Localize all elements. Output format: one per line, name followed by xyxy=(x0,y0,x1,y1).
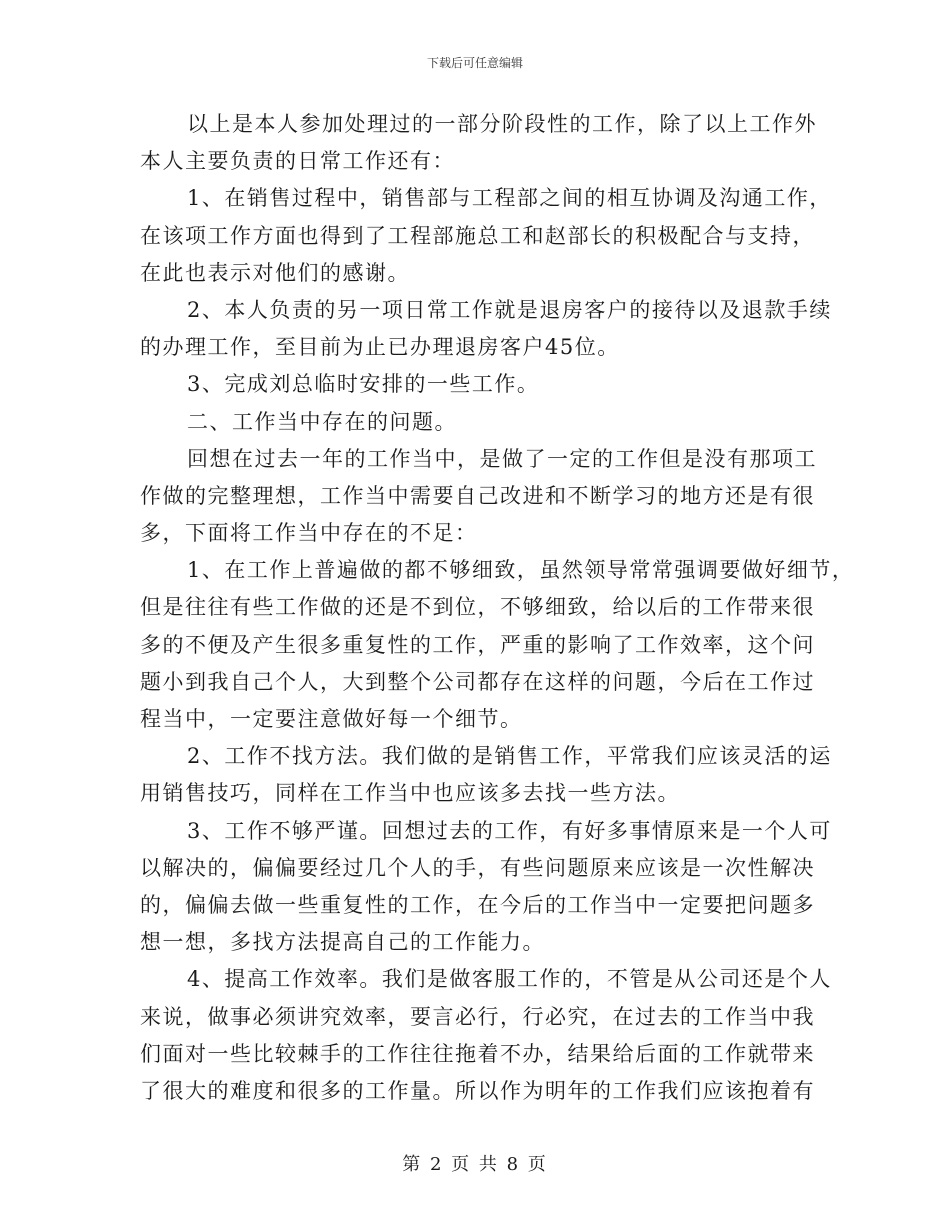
document-body xyxy=(140,106,855,1110)
text-line: 多的不便及产生很多重复性的工作，严重的影响了工作效率，这个问 xyxy=(140,632,815,657)
text-line: 题小到我自己个人，大到整个公司都存在这样的问题，今后在工作过 xyxy=(140,669,815,694)
text-line: 本人主要负责的日常工作还有： xyxy=(140,149,455,174)
text-line: 1、在销售过程中，销售部与工程部之间的相互协调及沟通工作， xyxy=(187,186,832,211)
text-line: 以上是本人参加处理过的一部分阶段性的工作，除了以上工作外 xyxy=(187,112,817,136)
text-line: 作做的完整理想，工作当中需要自己改进和不断学习的地方还是有很 xyxy=(140,483,815,508)
text-line: 的，偏偏去做一些重复性的工作，在今后的工作当中一定要把问题多 xyxy=(140,892,815,917)
text-line: 多，下面将工作当中存在的不足： xyxy=(140,521,478,546)
text-line: 3、工作不够严谨。回想过去的工作，有好多事情原来是一个人可 xyxy=(187,818,832,843)
text-line: 回想在过去一年的工作当中，是做了一定的工作但是没有那项工 xyxy=(187,446,817,471)
text-line: 在此也表示对他们的感谢。 xyxy=(140,260,410,285)
text-line: 们面对一些比较棘手的工作往往拖着不办，结果给后面的工作就带来 xyxy=(140,1041,815,1066)
text-line: 在该项工作方面也得到了工程部施总工和赵部长的积极配合与支持， xyxy=(140,223,815,248)
page-number: 第 2 页 共 8 页 xyxy=(402,1154,548,1175)
text-line: 了很大的难度和很多的工作量。所以作为明年的工作我们应该抱着有 xyxy=(140,1078,815,1103)
text-line: 3、完成刘总临时安排的一些工作。 xyxy=(187,372,540,397)
section-heading: 二、工作当中存在的问题。 xyxy=(187,409,457,434)
text-line: 2、本人负责的另一项日常工作就是退房客户的接待以及退款手续 xyxy=(187,297,832,322)
text-line: 用销售技巧，同样在工作当中也应该多去找一些方法。 xyxy=(140,781,680,806)
text-line: 的办理工作，至目前为止已办理退房客户45位。 xyxy=(140,335,620,360)
text-line: 4、提高工作效率。我们是做客服工作的，不管是从公司还是个人 xyxy=(187,967,832,992)
text-line: 想一想，多找方法提高自己的工作能力。 xyxy=(140,930,545,955)
text-line: 以解决的，偏偏要经过几个人的手，有些问题原来应该是一次性解决 xyxy=(140,855,815,880)
text-line: 2、工作不找方法。我们做的是销售工作，平常我们应该灵活的运 xyxy=(187,744,832,769)
text-line: 来说，做事必须讲究效率，要言必行，行必究，在过去的工作当中我 xyxy=(140,1004,815,1029)
text-line: 但是往往有些工作做的还是不到位，不够细致，给以后的工作带来很 xyxy=(140,595,815,620)
text-line: 1、在工作上普遍做的都不够细致，虽然领导常常强调要做好细节， xyxy=(187,558,855,583)
page-header: 下载后可任意编辑 xyxy=(426,56,523,70)
text-line: 程当中，一定要注意做好每一个细节。 xyxy=(140,707,523,731)
